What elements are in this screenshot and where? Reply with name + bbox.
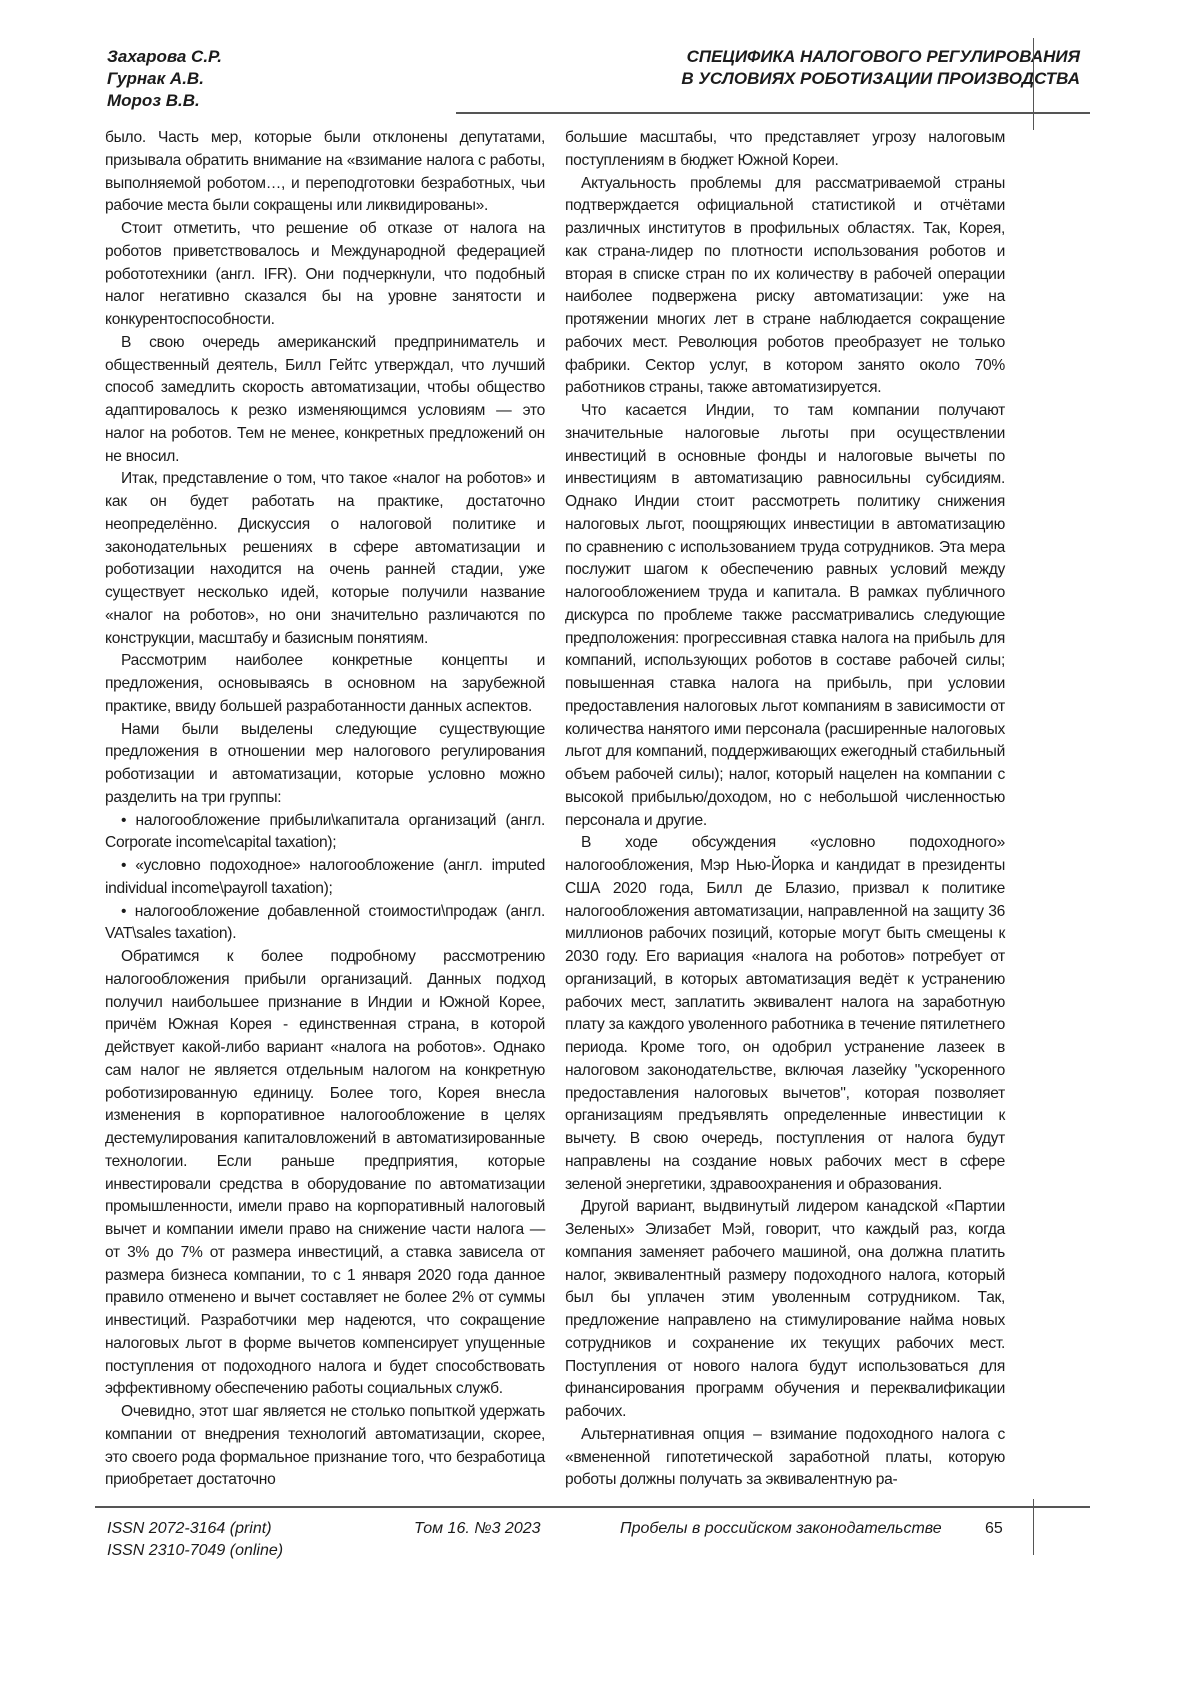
footer-divider (95, 1506, 1090, 1508)
paragraph: Что касается Индии, то там компании получают значительные налоговые льготы при осуществлении инвестиций в основные фонды и налоговые вычеты по инвестициям в автоматизацию равносильны субсидиям. Однако Индии стоит рассмотреть политику снижения налоговых льгот, поощряющих инвестиции в автоматизацию по сравнению с использованием труда сотрудников. Эта мера послужит шагом к обеспечению равных условий между налогообложением труда и капитала. В рамках публичного дискурса по проблеме также рассматривались следующие предположения: прогрессивная ставка налога на прибыль для компаний, использующих роботов в составе рабочей силы; повышенная ставка налога на прибыль, при условии предоставления налоговых льгот компаниям в зависимости от количества нанятого ими персонала (расширенные налоговых льгот для компаний, поддерживающих ежегодный стабильный объем рабочей силы); налог, который нацелен на компании с высокой прибылью/доходом, но с небольшой численностью персонала и другие. (565, 400, 1005, 832)
page-number: 65 (985, 1518, 1003, 1540)
paragraph: В свою очередь американский предприниматель и общественный деятель, Билл Гейтс утверждал, что лучший способ замедлить скорость автоматизации, чтобы общество адаптировалось к резко изменяющимся условиям — это налог на роботов. Тем не менее, конкретных предложений он не вносил. (105, 332, 545, 469)
left-column (105, 127, 545, 1492)
paragraph: Обратимся к более подробному рассмотрению налогообложения прибыли организаций. Данных подход получил наибольшее признание в Индии и Южной Корее, причём Южная Корея - единственная страна, в которой действует какой-либо вариант «налога на роботов». Однако сам налог не является отдельным налогом на конкретную роботизированную единицу. Более того, Корея внесла изменения в корпоративное налогообложение в целях дестемулирования капиталовложений в автоматизированные технологии. Если раньше предприятия, которые инвестировали средства в оборудование по автоматизации промышленности, имели право на корпоративный налоговый вычет и компании имели право на снижение части налога — от 3% до 7% от размера инвестиций, а ставка зависела от размера бизнеса компании, то с 1 января 2020 года данное правило отменено и вычет составляет не более 2% от суммы инвестиций. Разработчики мер надеются, что сокращение налоговых льгот в форме вычетов компенсирует упущенные поступления от подоходного налога и будет способствовать эффективному обеспечению работы социальных служб. (105, 946, 545, 1401)
issn-online: ISSN 2310-7049 (online) (107, 1540, 283, 1562)
volume-issue: Том 16. №3 2023 (414, 1518, 541, 1540)
header-divider (456, 112, 1090, 114)
issn-block (107, 1518, 283, 1562)
authors (107, 46, 222, 112)
header-vertical-rule (1033, 38, 1034, 130)
paragraph: Рассмотрим наиболее конкретные концепты и предложения, основываясь в основном на зарубежной практике, ввиду большей разработанности данных аспектов. (105, 650, 545, 718)
paragraph: Актуальность проблемы для рассматриваемой страны подтверждается официальной статистикой и отчётами различных институтов в профильных областях. Так, Корея, как страна-лидер по плотности использования роботов и вторая в списке стран по их количеству в рабочей операции наиболее подвержена риску автоматизации: уже на протяжении многих лет в стране наблюдается сокращение рабочих мест. Революция роботов преобразует не только фабрики. Сектор услуг, в котором занято около 70% работников страны, также автоматизируется. (565, 173, 1005, 401)
paragraph: Нами были выделены следующие существующие предложения в отношении мер налогового регулирования роботизации и автоматизации, которые условно можно разделить на три группы: (105, 719, 545, 810)
paragraph: Альтернативная опция – взимание подоходного налога с «вмененной гипотетической заработной платы, которую роботы должны получать за эквивалентную ра- (565, 1424, 1005, 1492)
paragraph: Другой вариант, выдвинутый лидером канадской «Партии Зеленых» Элизабет Мэй, говорит, что каждый раз, когда компания заменяет рабочего машиной, она должна платить налог, эквивалентный размеру подоходного налога, который был бы уплачен этим уволенным сотрудником. Так, предложение направлено на стимулирование найма новых сотрудников и сохранение их текущих рабочих мест. Поступления от нового налога будут использоваться для финансирования программ обучения и переквалификации рабочих. (565, 1196, 1005, 1424)
bullet-item: • налогообложение добавленной стоимости\продаж (англ. VAT\sales taxation). (105, 901, 545, 947)
author-name: Мороз В.В. (107, 90, 222, 112)
paragraph: В ходе обсуждения «условно подоходного» налогообложения, Мэр Нью-Йорка и кандидат в президенты США 2020 года, Билл де Блазио, призвал к политике налогообложения автоматизации, направленной на защиту 36 миллионов рабочих позиций, которые могут быть смещены к 2030 году. Его вариация «налога на роботов» потребует от организаций, в которых автоматизация ведёт к устранению рабочих мест, заплатить эквивалент налога на заработную плату за каждого уволенного работника в течение пятилетнего периода. Кроме того, он одобрил устранение лазеек в налоговом законодательстве, включая лазейку "ускоренного предоставления налоговых вычетов", которая позволяет организациям предъявлять определенные инвестиции к вычету. В свою очередь, поступления от налога будут направлены на создание новых рабочих мест в сфере зеленой энергетики, здравоохранения и образования. (565, 832, 1005, 1196)
footer-vertical-rule (1033, 1499, 1034, 1555)
bullet-item: • налогообложение прибыли\капитала организаций (англ. Corporate income\capital taxation); (105, 810, 545, 856)
paragraph: было. Часть мер, которые были отклонены депутатами, призывала обратить внимание на «взимание налога с работы, выполняемой роботом…, и переподготовки безработных, чьи рабочие места были сокращены или ликвидированы». (105, 127, 545, 218)
paragraph: Очевидно, этот шаг является не столько попыткой удержать компании от внедрения технологий автоматизации, скорее, это своего рода формальное признание того, что безработица приобретает достаточно (105, 1401, 545, 1492)
page-footer (0, 1506, 1200, 1566)
paragraph: большие масштабы, что представляет угрозу налоговым поступлениям в бюджет Южной Кореи. (565, 127, 1005, 173)
issn-print: ISSN 2072-3164 (print) (107, 1518, 283, 1540)
author-name: Гурнак А.В. (107, 68, 222, 90)
journal-name: Пробелы в российском законодательстве (620, 1518, 942, 1540)
title-line: В УСЛОВИЯХ РОБОТИЗАЦИИ ПРОИЗВОДСТВА (681, 68, 1080, 90)
paragraph: Стоит отметить, что решение об отказе от налога на роботов приветствовалось и Международной федерацией робототехники (англ. IFR). Они подчеркнули, что подобный налог негативно сказался бы на уровне занятости и конкурентоспособности. (105, 218, 545, 332)
right-column (565, 127, 1005, 1492)
bullet-item: • «условно подоходное» налогообложение (англ. imputed individual income\payroll taxation); (105, 855, 545, 901)
running-title (681, 46, 1080, 90)
author-name: Захарова С.Р. (107, 46, 222, 68)
paragraph: Итак, представление о том, что такое «налог на роботов» и как он будет работать на практике, достаточно неопределённо. Дискуссия о налоговой политике и законодательных решениях в сфере автоматизации и роботизации находится на очень ранней стадии, уже существует несколько идей, которые получили название «налог на роботов», но они значительно различаются по конструкции, масштабу и базисным понятиям. (105, 468, 545, 650)
title-line: СПЕЦИФИКА НАЛОГОВОГО РЕГУЛИРОВАНИЯ (681, 46, 1080, 68)
